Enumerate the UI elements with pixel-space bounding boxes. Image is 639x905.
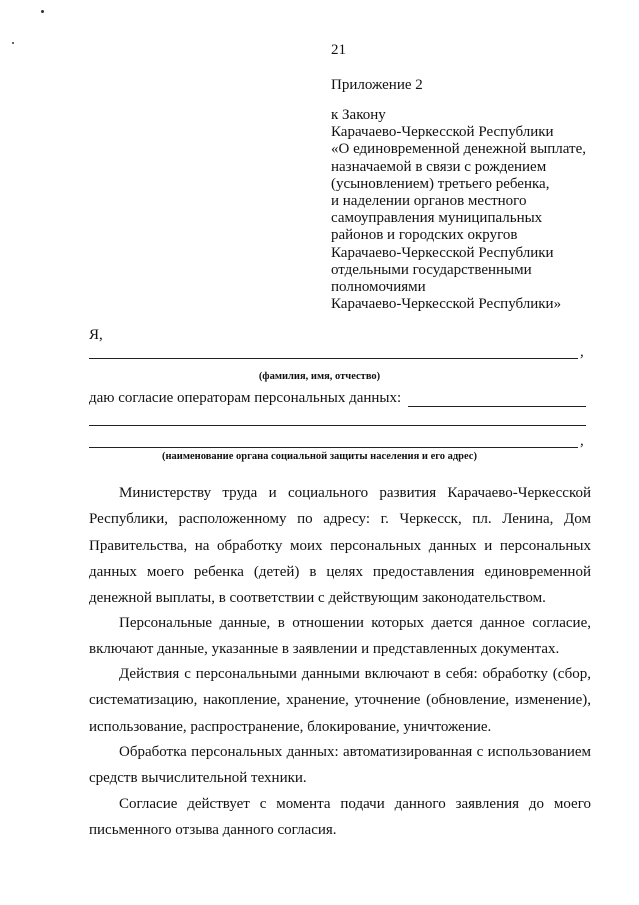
operator-field-line-3[interactable] xyxy=(89,447,578,448)
name-field-comma: , xyxy=(580,344,584,360)
paragraph-ministry: Министерству труда и социального развития Карачаево-Черкесской Республики, расположенному по адресу: г. Черкесск, пл. Ленина, Дом Правительства, на обработку моих персональных данных и персональных данных моего ребенка (детей) в целях предоставления единовременной денежной выплаты, в соответствии с действующим законодательством. xyxy=(89,485,591,607)
scan-mark xyxy=(12,42,14,44)
appendix-line: и наделении органов местного xyxy=(331,193,527,210)
appendix-line: Карачаево-Черкесской Республики» xyxy=(331,296,562,313)
consent-label: даю согласие операторам персональных данных: xyxy=(89,390,402,406)
operator-field-line[interactable] xyxy=(408,406,586,407)
appendix-line: полномочиями xyxy=(331,279,426,296)
operator-field-comma: , xyxy=(580,433,584,449)
scan-mark xyxy=(41,10,44,13)
appendix-line: Карачаево-Черкесской Республики xyxy=(331,244,554,261)
operator-field-line-2[interactable] xyxy=(89,425,586,426)
appendix-line: самоуправления муниципальных xyxy=(331,210,543,227)
paragraph-validity: Согласие действует с момента подачи данного заявления до моего письменного отзыва данного согласия. xyxy=(89,796,591,839)
name-field-line[interactable] xyxy=(89,358,578,359)
appendix-line: районов и городских округов xyxy=(331,227,518,244)
page-number: 21 xyxy=(331,42,346,58)
name-field-hint: (фамилия, имя, отчество) xyxy=(258,371,381,382)
paragraph-processing: Обработка персональных данных: автоматизированная с использованием средств вычислительной техники. xyxy=(89,744,591,787)
appendix-title: Приложение 2 xyxy=(331,77,423,93)
appendix-line: (усыновлением) третьего ребенка, xyxy=(331,175,550,192)
appendix-line: отдельными государственными xyxy=(331,261,532,278)
appendix-line: к Закону xyxy=(331,107,386,123)
appendix-reference xyxy=(331,107,586,313)
ya-label: Я, xyxy=(89,327,103,343)
appendix-line: «О единовременной денежной выплате, xyxy=(331,141,586,158)
appendix-line: Карачаево-Черкесской Республики xyxy=(331,124,554,141)
paragraph-personal-data: Персональные данные, в отношении которых дается данное согласие, включают данные, указанные в заявлении и представленных документах. xyxy=(89,615,591,658)
operator-field-hint: (наименование органа социальной защиты населения и его адрес) xyxy=(162,451,477,462)
paragraph-actions: Действия с персональными данными включают в себя: обработку (сбор, систематизацию, накопление, хранение, уточнение (обновление, изменение), использование, распространение, блокирование, уничтожение. xyxy=(89,666,591,735)
appendix-line: назначаемой в связи с рождением xyxy=(331,158,547,175)
